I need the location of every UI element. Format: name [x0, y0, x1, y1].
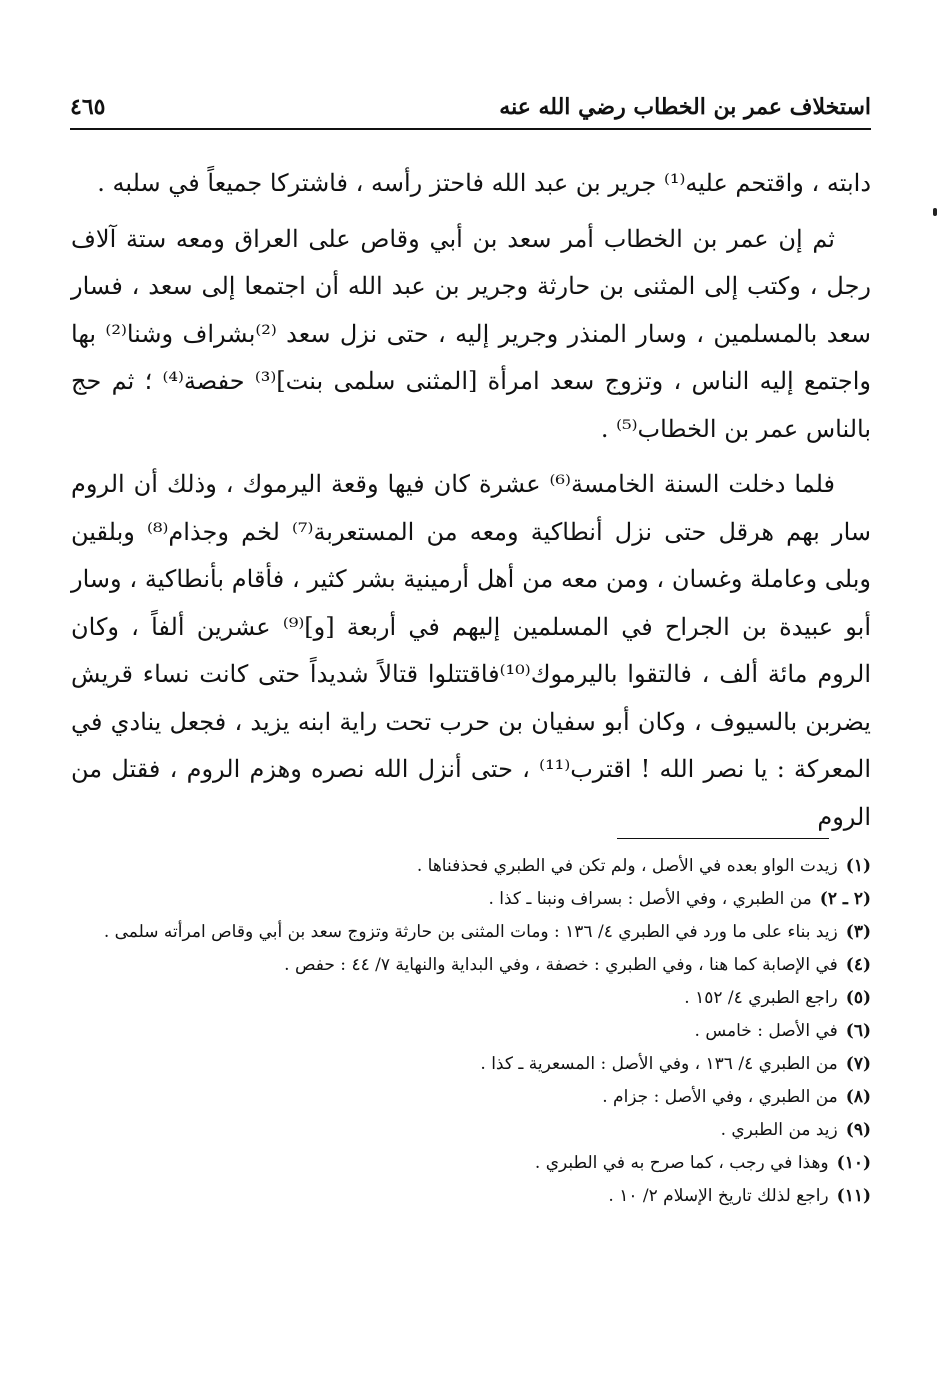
page-number: ٤٦٥ [70, 94, 106, 120]
paragraph: ثم إن عمر بن الخطاب أمر سعد بن أبي وقاص على العراق ومعه ستة آلاف رجل ، وكتب إلى المثنى بن حارثة وجرير بن عبد الله أن اجتمعا إلى سعد ، فسار سعد بالمسلمين ، وسار المنذر وجرير إليه ، حتى نزل سعد ⁽²⁾بشراف وشنا⁽²⁾ بها واجتمع إليه الناس ، وتزوج سعد امرأة [المثنى سلمى بنت]⁽³⁾ حفصة⁽⁴⁾ ؛ ثم حج بالناس عمر بن الخطاب⁽⁵⁾ . [71, 224, 872, 443]
footnote-number: (٢ ـ ٢) [819, 889, 871, 909]
footnote-number: (١٠) [836, 1153, 871, 1173]
footnote-text: زيد بناء على ما ورد في الطبري ٤/ ١٣٦ : ومات المثنى بن حارثة وتزوج سعد بن أبي وقاص امرأته سلمى . [103, 922, 838, 942]
footnote-text: زيدت الواو بعده في الأصل ، ولم تكن في الطبري فحذفناها . [416, 856, 838, 876]
footnote-text: راجع الطبري ٤/ ١٥٢ . [684, 988, 838, 1008]
paragraph: فلما دخلت السنة الخامسة⁽⁶⁾ عشرة كان فيها وقعة اليرموك ، وذلك أن الروم سار بهم هرقل حتى نزل أنطاكية ومعه من المستعربة⁽⁷⁾ لخم وجذام⁽⁸⁾ وبلقين وبلى وعاملة وغسان ، ومن معه من أهل أرمينية بشر كثير ، فأقام بأنطاكية ، وسار أبو عبيدة بن الجراح في المسلمين إليهم في أربعة [و]⁽⁹⁾ عشرين ألفاً ، وكان الروم مائة ألف ، فالتقوا باليرموك⁽¹⁰⁾فاقتتلوا قتالاً شديداً حتى كانت نساء قريش يضربن بالسيوف ، وكان أبو سفيان بن حرب تحت راية ابنه يزيد ، فجعل ينادي في المعركة : يا نصر الله ! اقترب⁽¹¹⁾ ، حتى أنزل الله نصره وهزم الروم ، فقتل من الروم [71, 470, 872, 831]
footnote [71, 1048, 871, 1081]
footnote [71, 1081, 871, 1114]
footnote [71, 1015, 871, 1048]
scan-mark [933, 208, 937, 216]
footnotes-list [71, 850, 871, 1213]
footnote-number: (٨) [845, 1087, 871, 1107]
footnote [71, 982, 871, 1015]
footnote-number: (٤) [845, 955, 871, 975]
footnote-number: (٣) [845, 922, 871, 942]
main-text [71, 160, 871, 849]
footnote-separator [617, 838, 829, 839]
footnote-text: من الطبري ٤/ ١٣٦ ، وفي الأصل : المسعرية ـ كذا . [480, 1054, 838, 1074]
running-title: استخلاف عمر بن الخطاب رضي الله عنه [499, 94, 871, 120]
footnote [71, 1147, 871, 1180]
footnote-number: (٥) [845, 988, 871, 1008]
footnote-text: في الإصابة كما هنا ، وفي الطبري : خصفة ، وفي البداية والنهاية ٧/ ٤٤ : حفص . [284, 955, 838, 975]
footnote-text: في الأصل : خامس . [694, 1021, 838, 1041]
footnote-text: من الطبري ، وفي الأصل : جزام . [602, 1087, 838, 1107]
footnote [71, 916, 871, 949]
paragraph: دابته ، واقتحم عليه⁽¹⁾ جرير بن عبد الله فاحتز رأسه ، فاشتركا جميعاً في سلبه . [97, 169, 871, 197]
footnote-number: (٧) [845, 1054, 871, 1074]
footnote-text: راجع لذلك تاريخ الإسلام ٢/ ١٠ . [608, 1186, 829, 1206]
footnote-number: (٦) [845, 1021, 871, 1041]
footnote-number: (٩) [845, 1120, 871, 1140]
footnote-number: (١١) [836, 1186, 871, 1206]
footnote [71, 1180, 871, 1213]
footnote [71, 883, 871, 916]
footnote [71, 949, 871, 982]
footnote-text: من الطبري ، وفي الأصل : بسراف ونبنا ـ كذا . [488, 889, 812, 909]
footnote [71, 1114, 871, 1147]
footnote-text: وهذا في رجب ، كما صرح به في الطبري . [534, 1153, 829, 1173]
footnote [71, 850, 871, 883]
footnote-text: زيد من الطبري . [720, 1120, 838, 1140]
running-header [70, 92, 871, 130]
footnote-number: (١) [845, 856, 871, 876]
